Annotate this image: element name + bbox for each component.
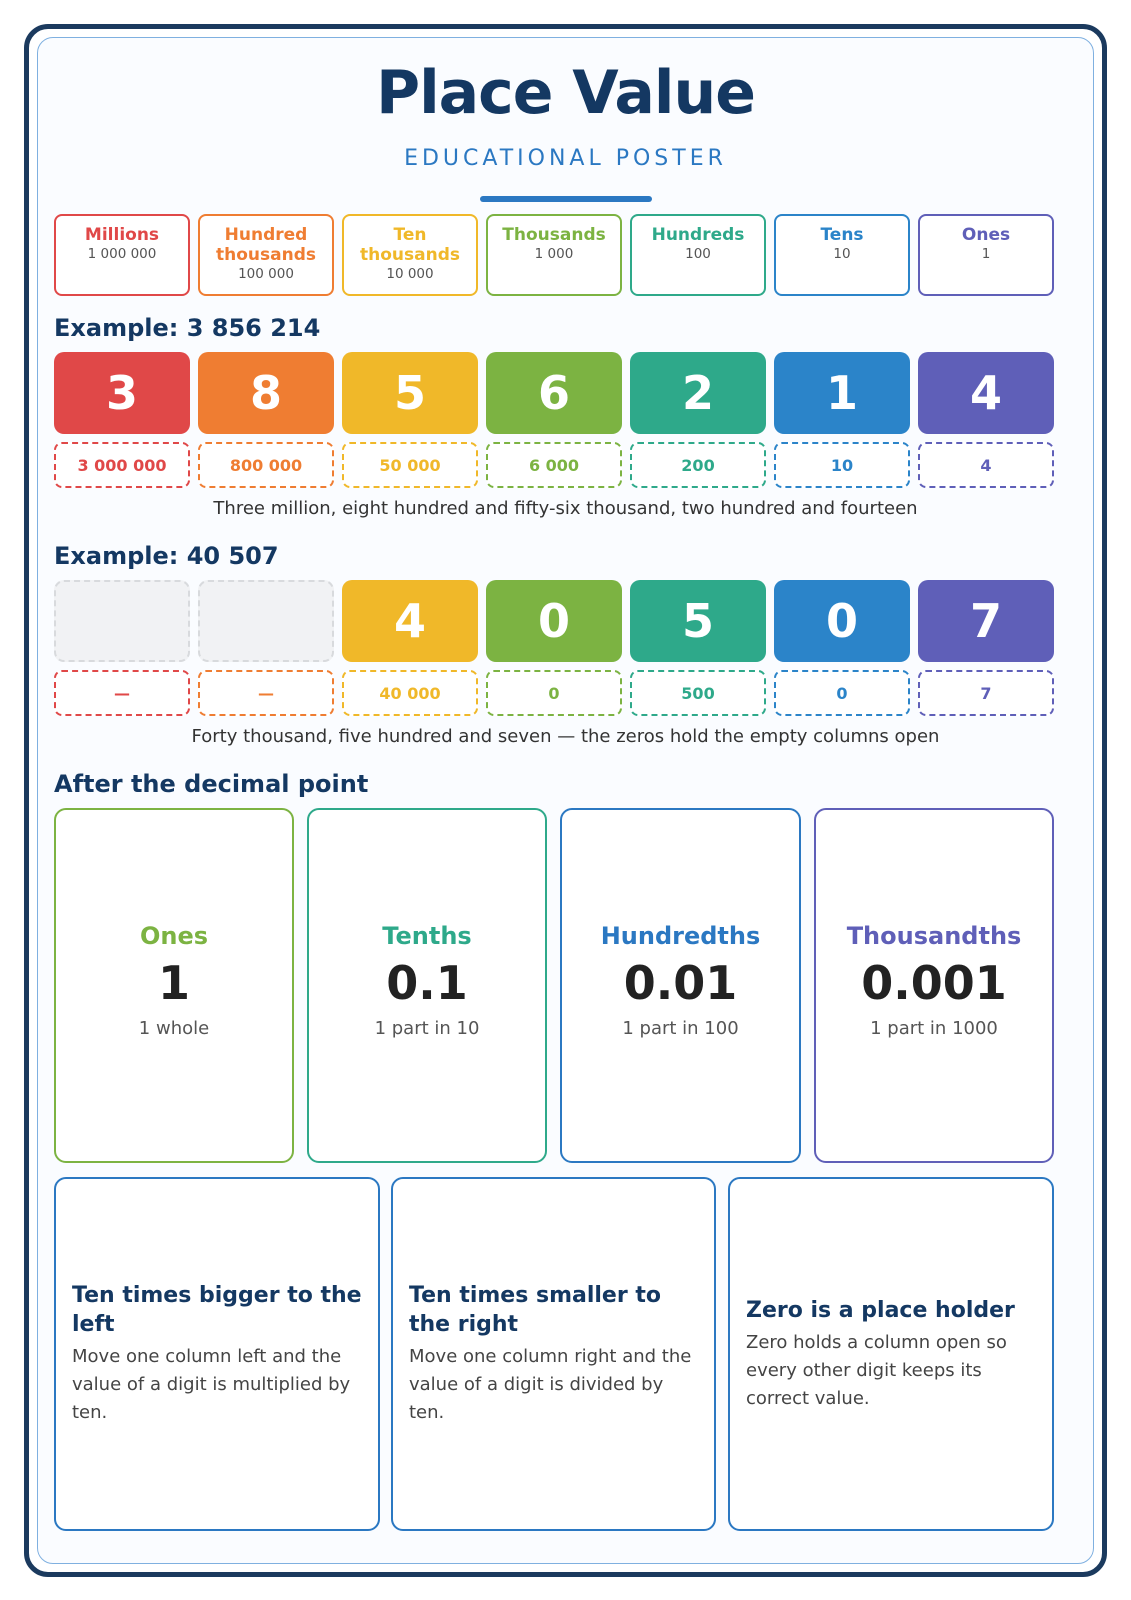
digit-value: 0 <box>774 670 910 716</box>
digit-tile: 6 <box>486 352 622 434</box>
column-name: Thousands <box>502 225 606 245</box>
decimal-place-value: 1 <box>157 956 190 1010</box>
digit-value: 3 000 000 <box>54 442 190 488</box>
rule-card-zero-placeholder <box>728 1177 1054 1531</box>
rule-title: Zero is a place holder <box>746 1297 1015 1323</box>
example-2-heading: Example: 40 507 <box>54 542 279 570</box>
digit-tile: 0 <box>774 580 910 662</box>
digit-value: 10 <box>774 442 910 488</box>
digit-value: — <box>198 670 334 716</box>
digit-value: 200 <box>630 442 766 488</box>
digit-tile: 0 <box>486 580 622 662</box>
example-1-caption: Three million, eight hundred and fifty-six thousand, two hundred and fourteen <box>213 498 918 519</box>
digit-value: 40 000 <box>342 670 478 716</box>
digit-value: 500 <box>630 670 766 716</box>
decimal-cards-row <box>54 808 1077 1163</box>
rule-title: Ten times bigger to the left <box>72 1283 362 1337</box>
digit-tile: 3 <box>54 352 190 434</box>
digit-tile: 7 <box>918 580 1054 662</box>
example-1-value-row <box>54 442 1077 488</box>
example-2-value-row <box>54 670 1077 716</box>
column-header-ones <box>918 214 1054 296</box>
column-header-ten-thousands <box>342 214 478 296</box>
column-value: 10 <box>833 246 851 262</box>
column-value: 1 000 <box>534 246 574 262</box>
digit-value: 0 <box>486 670 622 716</box>
column-name: Millions <box>84 225 160 245</box>
digit-tile: 5 <box>342 352 478 434</box>
decimal-place-name: Hundredths <box>600 922 761 950</box>
column-value: 100 <box>685 246 711 262</box>
rule-title: Ten times smaller to the right <box>409 1283 661 1337</box>
digit-value: — <box>54 670 190 716</box>
digit-value: 800 000 <box>198 442 334 488</box>
column-value: 100 000 <box>238 266 294 282</box>
digit-value: 7 <box>918 670 1054 716</box>
decimal-place-name: Ones <box>139 922 209 950</box>
column-value: 1 <box>981 246 991 262</box>
column-header-hundreds <box>630 214 766 296</box>
example-1-digit-row <box>54 352 1077 434</box>
digit-tile: 1 <box>774 352 910 434</box>
example-2-caption: Forty thousand, five hundred and seven — the zeros hold the empty columns open <box>191 726 940 747</box>
example-2-digit-row <box>54 580 1077 662</box>
digit-tile <box>54 580 190 662</box>
digit-tile <box>198 580 334 662</box>
digit-tile: 4 <box>342 580 478 662</box>
decimal-card-hundredths <box>560 808 801 1163</box>
digit-tile: 5 <box>630 580 766 662</box>
column-value: 1 000 000 <box>87 246 157 262</box>
rule-body: Move one column left and the value of a digit is multiplied by ten. <box>72 1346 351 1423</box>
digit-tile: 4 <box>918 352 1054 434</box>
decimal-place-description: 1 part in 1000 <box>870 1018 998 1039</box>
decimal-place-value: 0.001 <box>861 956 1007 1010</box>
decimals-heading: After the decimal point <box>54 770 369 798</box>
column-header-millions <box>54 214 190 296</box>
decimal-place-value: 0.1 <box>386 956 468 1010</box>
column-header-hundred-thousands <box>198 214 334 296</box>
digit-value: 50 000 <box>342 442 478 488</box>
rule-card-bigger-left <box>54 1177 380 1531</box>
poster-subtitle: EDUCATIONAL POSTER <box>404 146 727 171</box>
decimal-card-ones <box>54 808 294 1163</box>
decimal-card-thousandths <box>814 808 1054 1163</box>
column-header-tens <box>774 214 910 296</box>
column-header-thousands <box>486 214 622 296</box>
example-1-heading: Example: 3 856 214 <box>54 314 321 342</box>
place-value-header-row <box>54 214 1077 296</box>
digit-value: 6 000 <box>486 442 622 488</box>
column-name: Tens <box>820 225 864 245</box>
digit-tile: 2 <box>630 352 766 434</box>
rule-cards-row <box>54 1177 1077 1531</box>
decimal-place-name: Tenths <box>382 922 472 950</box>
decimal-place-description: 1 whole <box>138 1018 210 1039</box>
decimal-card-tenths <box>307 808 547 1163</box>
column-name: Hundred thousands <box>216 225 316 265</box>
digit-value: 4 <box>918 442 1054 488</box>
column-name: Ones <box>961 225 1011 245</box>
poster-title: Place Value <box>376 58 755 128</box>
rule-card-smaller-right <box>391 1177 716 1531</box>
column-name: Hundreds <box>651 225 745 245</box>
digit-tile: 8 <box>198 352 334 434</box>
rule-body: Zero holds a column open so every other digit keeps its correct value. <box>746 1331 1007 1409</box>
decimal-place-description: 1 part in 100 <box>622 1018 739 1039</box>
decimal-place-description: 1 part in 10 <box>374 1018 480 1039</box>
title-underline <box>480 196 652 202</box>
decimal-place-name: Thousandths <box>846 922 1022 950</box>
column-name: Ten thousands <box>360 225 460 265</box>
column-value: 10 000 <box>386 266 434 282</box>
decimal-place-value: 0.01 <box>623 956 738 1010</box>
rule-body: Move one column right and the value of a digit is divided by ten. <box>409 1346 692 1423</box>
